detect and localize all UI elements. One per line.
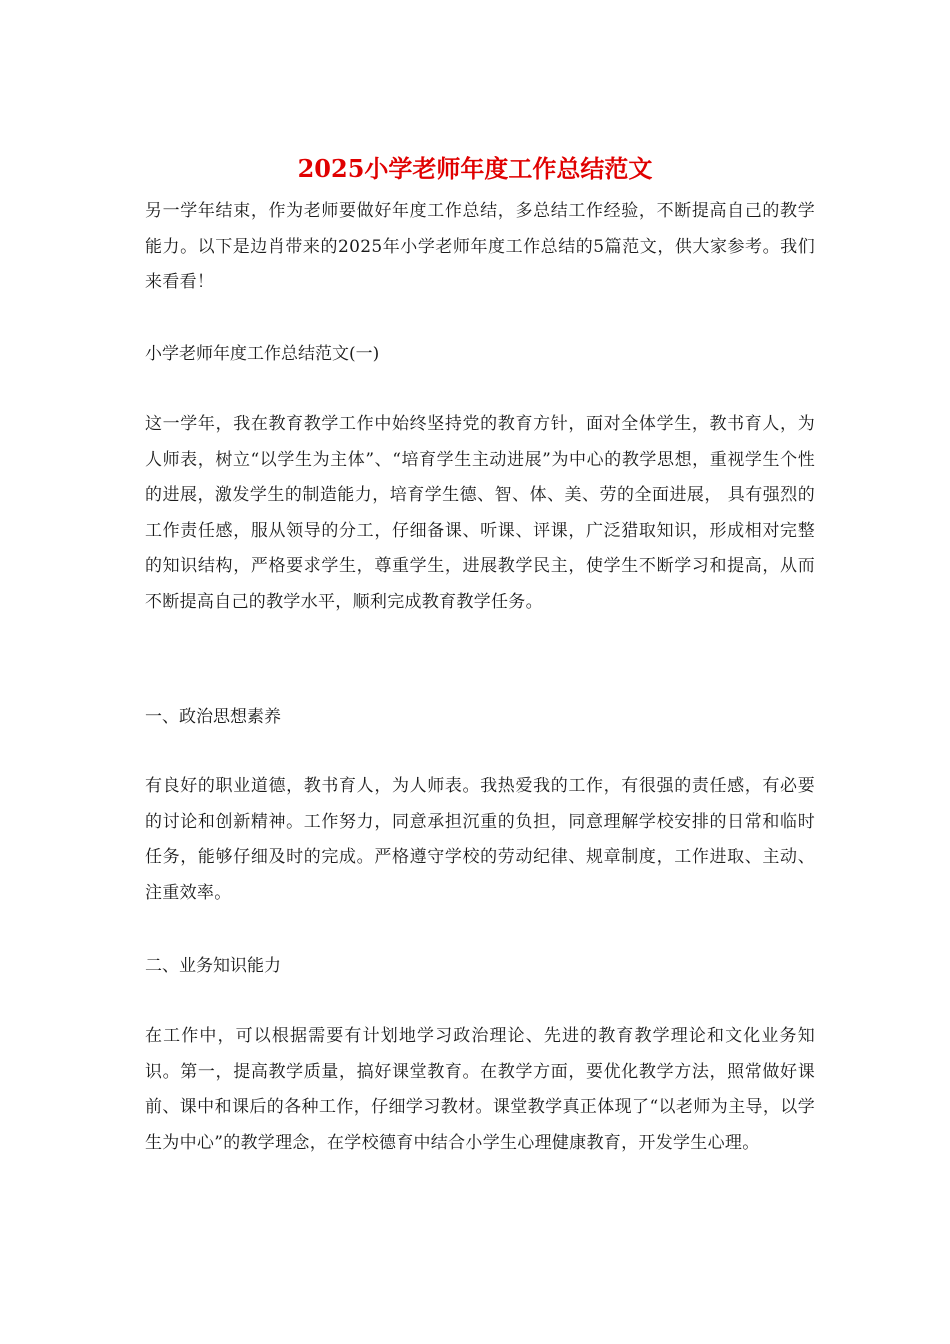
body-paragraph-2: 有良好的职业道德，教书育人，为人师表。我热爱我的工作，有很强的责任感，有必要的讨论和创新精神。工作努力，同意承担沉重的负担，同意理解学校安排的日常和临时任务，能够仔细及时的完成。严格遵守学校的劳动纪律、规章制度，工作进取、主动、注重效率。	[145, 776, 815, 903]
body-paragraph-3: 在工作中，可以根据需要有计划地学习政治理论、先进的教育教学理论和文化业务知识。第一，提高教学质量，搞好课堂教育。在教学方面，要优化教学方法，照常做好课前、课中和课后的各种工作，仔细学习教材。课堂教学真正体现了“以老师为主导，以学生为中心”的教学理念，在学校德育中结合小学生心理健康教育，开发学生心理。	[145, 1026, 815, 1153]
body-paragraph-1: 这一学年，我在教育教学工作中始终坚持党的教育方针，面对全体学生，教书育人，为人师表，树立“以学生为主体”、“培育学生主动进展”为中心的教学思想，重视学生个性的进展，激发学生的制造能力，培育学生德、智、体、美、劳的全面进展， 具有强烈的工作责任感，服从领导的分工，仔细备课、听课、评课，广泛猎取知识，形成相对完整的知识结构，严格要求学生，尊重学生，进展教学民主，使学生不断学习和提高，从而不断提高自己的教学水平，顺利完成教育教学任务。	[145, 414, 815, 612]
heading-political-quality: 一、政治思想素养	[145, 707, 281, 727]
document-title: 2025小学老师年度工作总结范文	[297, 154, 653, 183]
heading-professional-ability: 二、业务知识能力	[145, 956, 281, 976]
intro-paragraph: 另一学年结束，作为老师要做好年度工作总结，多总结工作经验，不断提高自己的教学能力。以下是边肖带来的2025年小学老师年度工作总结的5篇范文，供大家参考。我们来看看！	[145, 201, 815, 292]
section-title: 小学老师年度工作总结范文(一)	[145, 344, 380, 364]
